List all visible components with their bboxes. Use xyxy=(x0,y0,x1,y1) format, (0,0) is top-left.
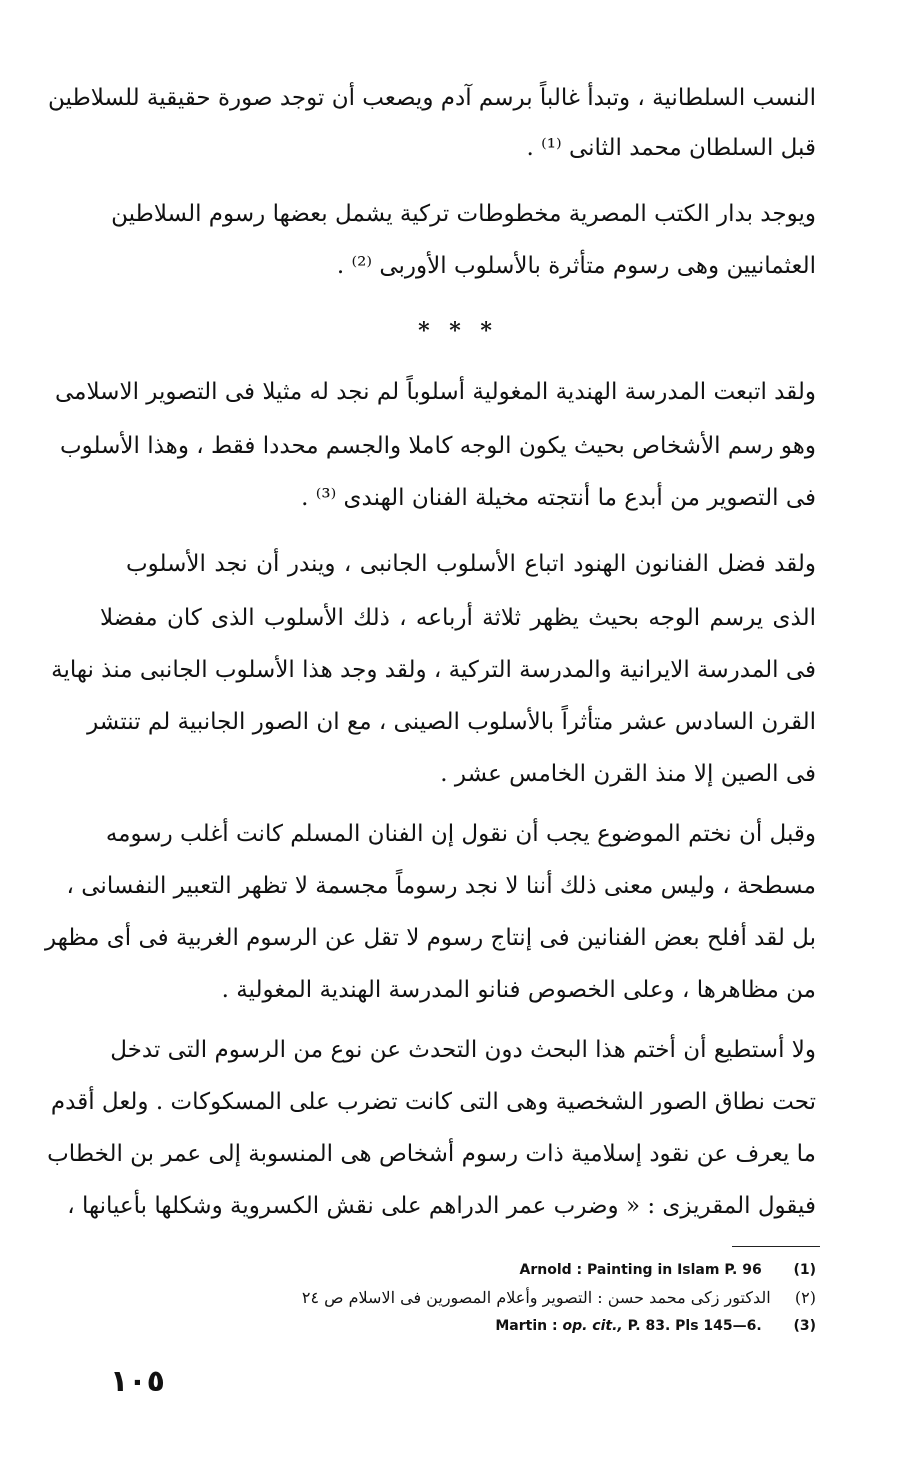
text-line: وهو رسم الأشخاص بحيث يكون الوجه كاملا والجسم محددا فقط ، وهذا الأسلوب xyxy=(59,433,816,459)
footnote-3 xyxy=(495,1314,816,1338)
text-line: النسب السلطانية ، وتبدأ غالباً برسم آدم ويصعب أن توجد صورة حقيقية للسلاطين xyxy=(48,85,816,111)
footnote-number: (1) xyxy=(793,1262,816,1278)
text-line: من مظاهرها ، وعلى الخصوص فنانو المدرسة الهندية المغولية . xyxy=(221,977,816,1003)
text-line: ولقد فضل الفنانون الهنود اتباع الأسلوب الجانبى ، ويندر أن نجد الأسلوب xyxy=(126,551,816,577)
text-line: تحت نطاق الصور الشخصية وهى التى كانت تضرب على المسكوكات . ولعل أقدم xyxy=(50,1089,816,1115)
text-line: فى التصوير من أبدع ما أنتجته مخيلة الفنان الهندى ⁽³⁾ . xyxy=(301,485,816,511)
text-line: وقبل أن نختم الموضوع يجب أن نقول إن الفنان المسلم كانت أغلب رسومه xyxy=(105,821,816,847)
text-line: فى المدرسة الايرانية والمدرسة التركية ، ولقد وجد هذا الأسلوب الجانبى منذ نهاية xyxy=(51,657,816,683)
footnote-citation: op. cit., xyxy=(562,1318,623,1334)
text-line: بل لقد أفلح بعض الفنانين فى إنتاج رسوم لا تقل عن الرسوم الغربية فى أى مظهر xyxy=(45,925,816,951)
text-line: العثمانيين وهى رسوم متأثرة بالأسلوب الأوربى ⁽²⁾ . xyxy=(336,253,816,279)
footnote-text: الدكتور زكى محمد حسن : التصوير وأعلام المصورين فى الاسلام ص ٢٤ xyxy=(301,1288,771,1307)
footnote-number: (٢) xyxy=(794,1288,816,1307)
footnote-2 xyxy=(302,1286,816,1310)
text-line: فى الصين إلا منذ القرن الخامس عشر . xyxy=(440,761,816,787)
footnote-author: Martin : xyxy=(495,1318,563,1334)
page-number: ١٠٥ xyxy=(110,1364,165,1399)
text-line: القرن السادس عشر متأثراً بالأسلوب الصينى ، مع ان الصور الجانبية لم تنتشر xyxy=(87,709,816,735)
footnote-1 xyxy=(520,1258,817,1282)
text-line: فيقول المقريزى : « وضرب عمر الدراهم على نقش الكسروية وشكلها بأعيانها ، xyxy=(67,1193,816,1219)
footnote-pages: P. 83. Pls 145—6. xyxy=(622,1318,762,1334)
section-separator: * * * xyxy=(418,318,498,344)
text-line: ولا أستطيع أن أختم هذا البحث دون التحدث عن نوع من الرسوم التى تدخل xyxy=(110,1037,816,1063)
text-line: ولقد اتبعت المدرسة الهندية المغولية أسلوباً لم نجد له مثيلا فى التصوير الاسلامى xyxy=(54,379,816,405)
text-line: ويوجد بدار الكتب المصرية مخطوطات تركية يشمل بعضها رسوم السلاطين xyxy=(111,201,816,227)
footnote-number: (3) xyxy=(793,1318,816,1334)
text-line: ما يعرف عن نقود إسلامية ذات رسوم أشخاص هى المنسوبة إلى عمر بن الخطاب xyxy=(47,1141,816,1167)
footnote-rule xyxy=(732,1246,820,1247)
text-line: مسطحة ، وليس معنى ذلك أننا لا نجد رسوماً مجسمة لا تظهر التعبير النفسانى ، xyxy=(66,873,816,899)
footnote-text: Arnold : Painting in Islam P. 96 xyxy=(519,1262,762,1278)
text-line: قبل السلطان محمد الثانى ⁽¹⁾ . xyxy=(526,135,816,161)
text-line: الذى يرسم الوجه بحيث يظهر ثلاثة أرباعه ، ذلك الأسلوب الذى كان مفضلا xyxy=(100,605,816,631)
